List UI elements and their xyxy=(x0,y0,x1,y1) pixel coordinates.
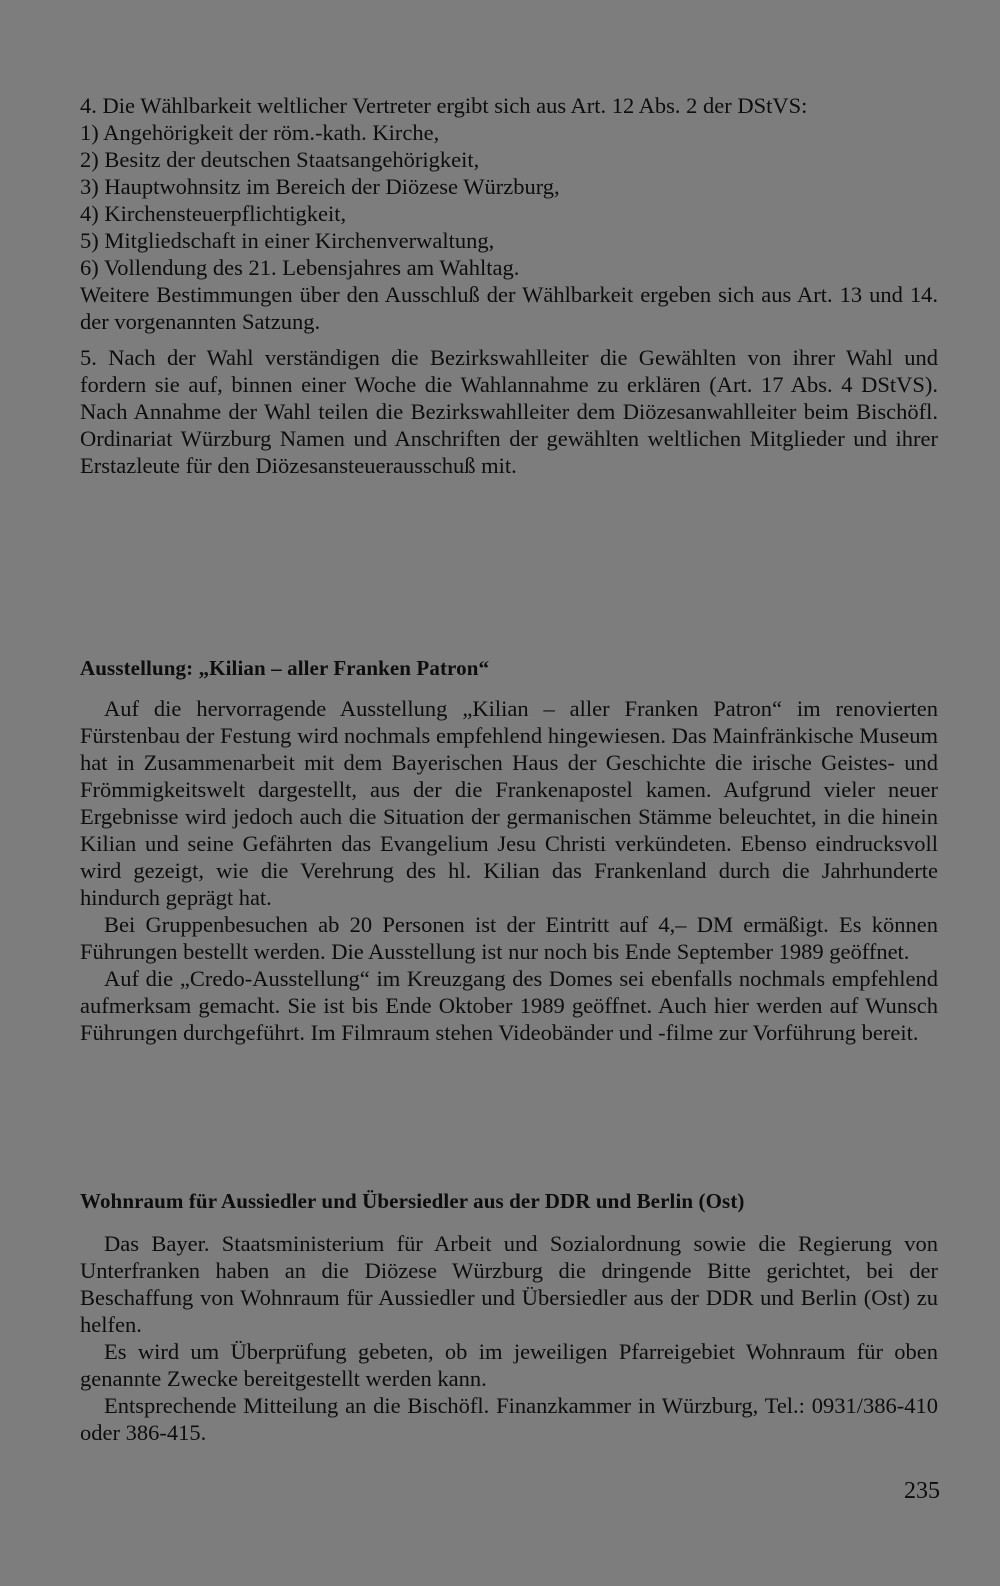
paragraph: Auf die hervorragende Ausstellung „Kilian – aller Franken Patron“ im renovierten Fürstenbau der Festung wird nochmals empfehlend hingewiesen. Das Mainfränkische Museum hat in Zusammenarbeit mit dem Bayerischen Haus der Geschichte die irische Geistes- und Frömmigkeitswelt dargestellt, aus der die Frankenapostel kamen. Aufgrund vieler neuer Ergebnisse wird jedoch auch die Situation der germanischen Stämme beleuchtet, in die hinein Kilian und seine Gefährten das Evangelium Jesu Christi verkündeten. Ebenso eindrucksvoll wird gezeigt, wie die Verehrung des hl. Kilian das Frankenland durch die Jahrhunderte hindurch geprägt hat. xyxy=(80,696,938,910)
list-item: 1) Angehörigkeit der röm.-kath. Kirche, xyxy=(80,120,440,145)
section-4-intro: 4. Die Wählbarkeit weltlicher Vertreter ergibt sich aus Art. 12 Abs. 2 der DStVS: xyxy=(80,93,808,118)
housing-body xyxy=(80,1230,938,1446)
paragraph: Entsprechende Mitteilung an die Bischöfl. Finanzkammer in Würzburg, Tel.: 0931/386-410 oder 386-415. xyxy=(80,1393,938,1445)
list-item: 6) Vollendung des 21. Lebensjahres am Wahltag. xyxy=(80,255,520,280)
section-5-text: 5. Nach der Wahl verständigen die Bezirkswahlleiter die Gewählten von ihrer Wahl und fordern sie auf, binnen einer Woche die Wahlannahme zu erklären (Art. 17 Abs. 4 DStVS). Nach Annahme der Wahl teilen die Bezirkswahlleiter dem Diözesanwahlleiter beim Bischöfl. Ordinariat Würzburg Namen und Anschriften der gewählten weltlichen Mitglieder und ihrer Erstazleute für den Diözesansteuerausschuß mit. xyxy=(80,345,938,478)
list-item: 4) Kirchensteuerpflichtigkeit, xyxy=(80,201,347,226)
housing-heading: Wohnraum für Aussiedler und Übersiedler aus der DDR und Berlin (Ost) xyxy=(80,1189,745,1213)
list-item: 2) Besitz der deutschen Staatsangehörigkeit, xyxy=(80,147,480,172)
page-number: 235 xyxy=(904,1478,940,1504)
list-item: 5) Mitgliedschaft in einer Kirchenverwaltung, xyxy=(80,228,495,253)
exhibition-heading: Ausstellung: „Kilian – aller Franken Patron“ xyxy=(80,656,490,680)
exhibition-body xyxy=(80,695,938,1046)
section-4-closing: Weitere Bestimmungen über den Ausschluß der Wählbarkeit ergeben sich aus Art. 13 und 14. der vorgenannten Satzung. xyxy=(80,282,938,334)
paragraph: Auf die „Credo-Ausstellung“ im Kreuzgang des Domes sei ebenfalls nochmals empfehlend aufmerksam gemacht. Sie ist bis Ende Oktober 1989 geöffnet. Auch hier werden auf Wunsch Führungen durchgeführt. Im Filmraum stehen Videobänder und -filme zur Vorführung bereit. xyxy=(80,966,938,1045)
paragraph: Es wird um Überprüfung gebeten, ob im jeweiligen Pfarreigebiet Wohnraum für oben genannte Zwecke bereitgestellt werden kann. xyxy=(80,1339,938,1391)
list-item: 3) Hauptwohnsitz im Bereich der Diözese Würzburg, xyxy=(80,174,560,199)
paragraph: Bei Gruppenbesuchen ab 20 Personen ist der Eintritt auf 4,– DM ermäßigt. Es können Führungen bestellt werden. Die Ausstellung ist nur noch bis Ende September 1989 geöffnet. xyxy=(80,912,938,964)
paragraph: Das Bayer. Staatsministerium für Arbeit und Sozialordnung sowie die Regierung von Unterfranken haben an die Diözese Würzburg die dringende Bitte gerichtet, bei der Beschaffung von Wohnraum für Aussiedler und Übersiedler aus der DDR und Berlin (Ost) zu helfen. xyxy=(80,1231,938,1337)
section-4 xyxy=(80,92,938,479)
